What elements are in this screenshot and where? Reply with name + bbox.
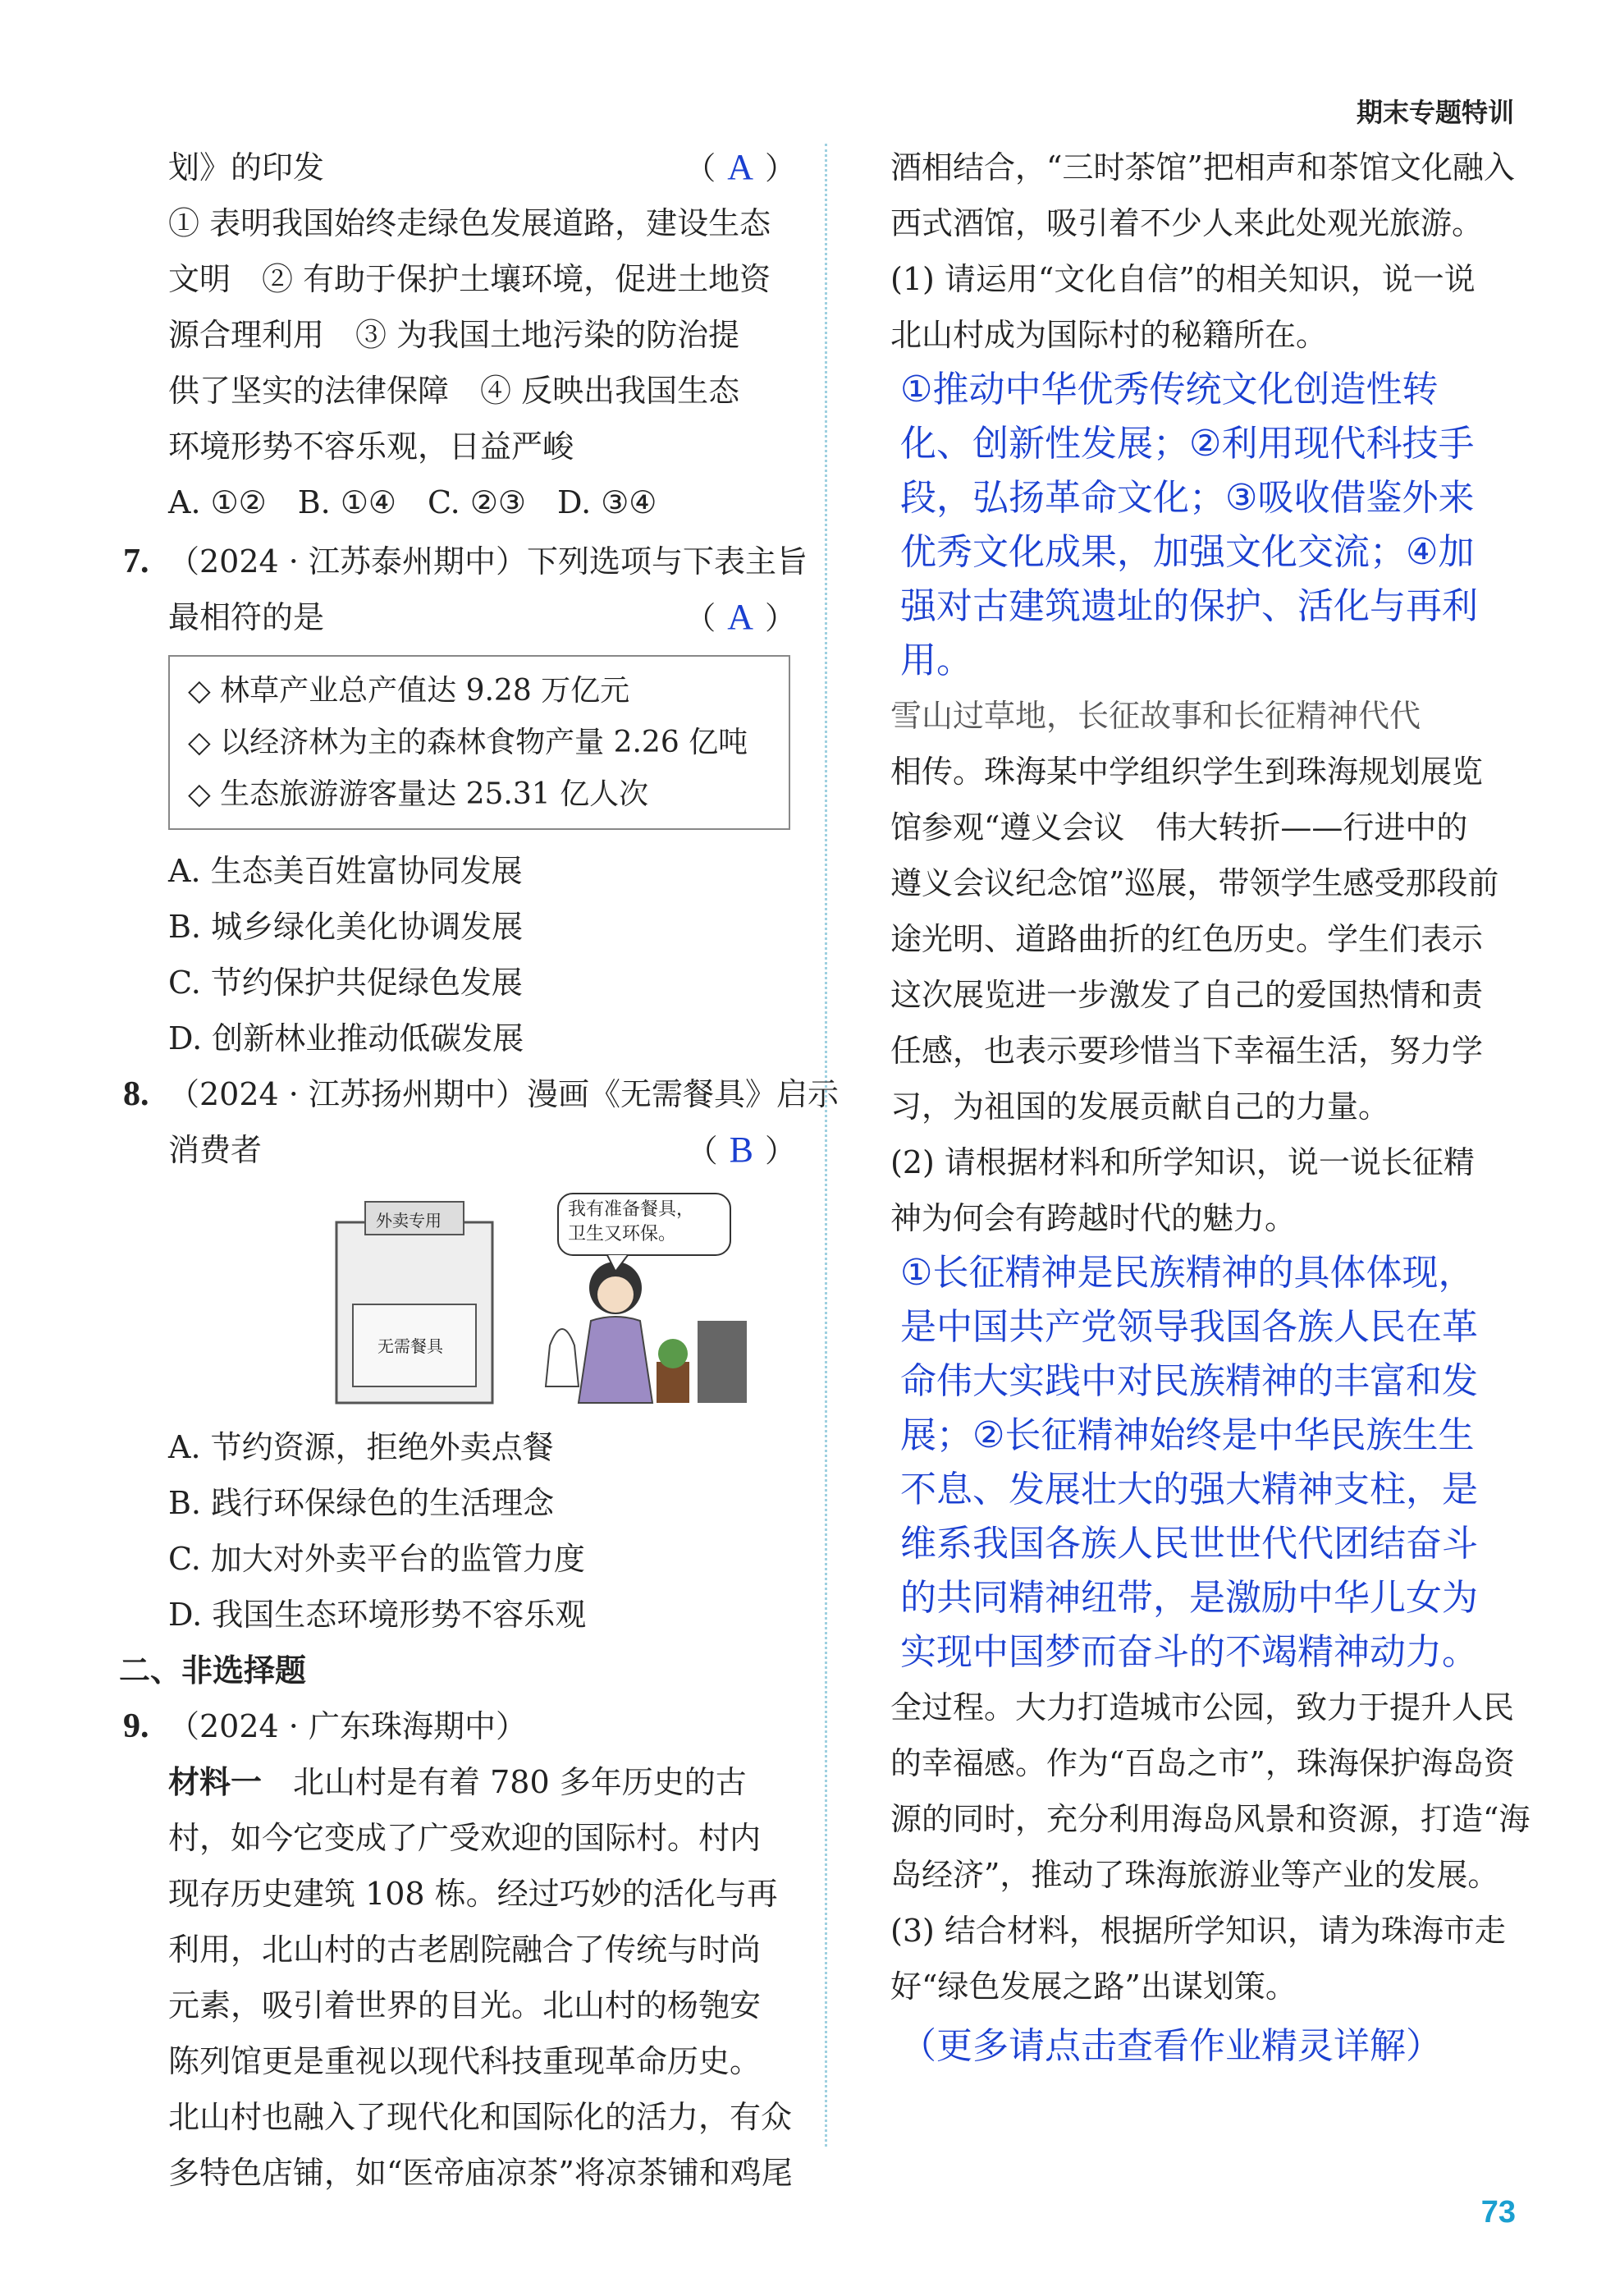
answer-2-line: 维系我国各族人民世世代代团结奋斗: [900, 1523, 1478, 1565]
q9-material-line: 多特色店铺，如“医帝庙凉茶”将凉茶铺和鸡尾: [168, 2155, 793, 2191]
material2-line: 馆参观“遵义会议 伟大转折——行进中的: [890, 809, 1468, 846]
answer-2-line: 实现中国梦而奋斗的不竭精神动力。: [900, 1631, 1478, 1673]
q8-choice: D. 我国生态环境形势不容乐观: [168, 1597, 587, 1633]
q8-choice: A. 节约资源，拒绝外卖点餐: [168, 1429, 554, 1465]
q8-answer-letter: B: [729, 1130, 753, 1170]
material2-line: 任感，也表示要珍惜当下幸福生活，努力学: [890, 1033, 1484, 1069]
q6-option-line: 源合理利用 ③ 为我国土地污染的防治提: [168, 317, 740, 353]
cartoon-speech-bubble: [568, 1198, 694, 1247]
answer-1-line: ①推动中华优秀传统文化创造性转: [900, 369, 1439, 410]
material2-line: 这次展览进一步激发了自己的爱国热情和责: [890, 977, 1484, 1013]
answer-2: [900, 1246, 1514, 1680]
q7-table-row: ◇ 生态旅游游客量达 25.31 亿人次: [188, 777, 649, 811]
q9-material-line: 陈列馆更是重视以现代科技重现革命历史。: [168, 2043, 762, 2079]
answer-2-line: 的共同精神纽带，是激励中华儿女为: [900, 1577, 1478, 1619]
answer-2-line: 命伟大实践中对民族精神的丰富和发: [900, 1360, 1478, 1402]
material3-line: 源的同时，充分利用海岛风景和资源，打造“海: [890, 1801, 1531, 1837]
material2-line: 相传。珠海某中学组织学生到珠海规划展览: [890, 754, 1484, 790]
q7-choice: A. 生态美百姓富协同发展: [168, 853, 523, 889]
q6-tail-text: 划》的印发: [168, 149, 325, 186]
q6-option-line: ① 表明我国始终走绿色发展道路，建设生态: [168, 205, 771, 241]
q7-data-table: [168, 655, 790, 830]
material1-continued: 西式酒馆，吸引着不少人来此处观光旅游。: [890, 205, 1484, 241]
q7-choice: B. 城乡绿化美化协调发展: [168, 909, 524, 945]
q8-answer: （ B ）: [686, 1130, 796, 1170]
question-1: (1) 请运用“文化自信”的相关知识，说一说: [890, 261, 1476, 297]
q6-tail-line: [123, 140, 796, 195]
cartoon-sign-top: 外卖专用: [376, 1211, 442, 1230]
q7-answer-letter: A: [727, 597, 753, 637]
question-3: 好“绿色发展之路”出谋划策。: [890, 1968, 1297, 2005]
right-column: [890, 140, 1531, 2074]
question-1: 北山村成为国际村的秘籍所在。: [890, 317, 1328, 353]
answer-1: [900, 363, 1514, 688]
question-2: 神为何会有跨越时代的魅力。: [890, 1200, 1297, 1236]
cartoon-illustration: [328, 1189, 788, 1411]
q7-choice: D. 创新林业推动低碳发展: [168, 1020, 524, 1056]
q8-stem-text2: 消费者: [168, 1132, 263, 1168]
material1-label: 材料一: [168, 1764, 263, 1800]
answer-2-line: ①长征精神是民族精神的具体体现，: [900, 1252, 1475, 1294]
answer-2-line: 是中国共产党领导我国各族人民在革: [900, 1306, 1478, 1348]
q6-answer: （ A ）: [684, 147, 796, 187]
answer-1-line: 段，弘扬革命文化；③吸收借鉴外来: [900, 477, 1475, 519]
more-details-link[interactable]: （更多请点击查看作业精灵详解）: [900, 2025, 1442, 2067]
q9-material-line: 元素，吸引着世界的目光。北山村的杨匏安: [168, 1987, 762, 2023]
q9-stem-text: （2024 · 广东珠海期中）: [168, 1708, 527, 1744]
q6-option-line: 环境形势不容乐观，日益严峻: [168, 428, 574, 465]
q7-stem-line2: [123, 589, 796, 645]
q9-material-line: [123, 1754, 796, 1810]
answer-1-line: 用。: [900, 639, 972, 681]
q6-choices: A. ①② B. ①④ C. ②③ D. ③④: [168, 484, 657, 520]
bubble-line: 我有准备餐具，: [568, 1199, 695, 1220]
q9-material-line: 现存历史建筑 108 栋。经过巧妙的活化与再: [168, 1876, 778, 1912]
q6-option-line: 供了坚实的法律保障 ④ 反映出我国生态: [168, 373, 740, 409]
material2-line: 雪山过草地，长征故事和长征精神代代: [890, 698, 1421, 734]
material2-line: 途光明、道路曲折的红色历史。学生们表示: [890, 921, 1484, 957]
material2-line: 遵义会议纪念馆”巡展，带领学生感受那段前: [890, 865, 1499, 901]
material3-line: 全过程。大力打造城市公园，致力于提升人民: [890, 1689, 1515, 1725]
q7-stem-text: （2024 · 江苏泰州期中）下列选项与下表主旨: [168, 543, 808, 580]
bubble-line: 卫生又环保。: [568, 1224, 677, 1244]
column-divider: [825, 144, 827, 2147]
q7-stem: [123, 534, 808, 589]
cartoon-sign-card: 无需餐具: [377, 1336, 443, 1356]
q8-stem-line2: [123, 1122, 796, 1178]
q9-material-line: 北山村也融入了现代化和国际化的活力，有众: [168, 2099, 793, 2135]
q7-table-row: ◇ 以经济林为主的森林食物产量 2.26 亿吨: [188, 726, 748, 759]
material2-line: 习，为祖国的发展贡献自己的力量。: [890, 1088, 1390, 1125]
q8-stem: [123, 1066, 839, 1122]
answer-1-line: 优秀文化成果，加强文化交流；④加: [900, 531, 1475, 573]
q9-material-line: 村，如今它变成了广受欢迎的国际村。村内: [168, 1820, 762, 1856]
q8-choice: B. 践行环保绿色的生活理念: [168, 1485, 555, 1521]
q6-option-line: 文明 ② 有助于保护土壤环境，促进土地资: [168, 261, 771, 297]
page-number: 73: [1480, 2195, 1516, 2230]
page-header-title: 期末专题特训: [1356, 97, 1514, 128]
material3-line: 的幸福感。作为“百岛之市”，珠海保护海岛资: [890, 1745, 1515, 1781]
q7-table-row: ◇ 林草产业总产值达 9.28 万亿元: [188, 674, 630, 708]
q9-stem: [123, 1698, 796, 1754]
q6-answer-letter: A: [727, 147, 753, 187]
q8-number: 8.: [123, 1075, 149, 1113]
answer-2-line: 展；②长征精神始终是中华民族生生: [900, 1414, 1475, 1456]
answer-1-line: 强对古建筑遗址的保护、活化与再利: [900, 585, 1478, 627]
question-3: (3) 结合材料，根据所学知识，请为珠海市走: [890, 1913, 1506, 1949]
left-column: [119, 140, 839, 2201]
answer-1-line: 化、创新性发展；②利用现代科技手: [900, 423, 1475, 465]
answer-2-line: 不息、发展壮大的强大精神支柱，是: [900, 1469, 1478, 1510]
q9-number: 9.: [123, 1707, 149, 1745]
q7-answer: （ A ）: [684, 597, 796, 637]
section-heading: 二、非选择题: [119, 1652, 307, 1689]
material1-continued: 酒相结合，“三时茶馆”把相声和茶馆文化融入: [890, 149, 1515, 186]
q7-number: 7.: [123, 543, 149, 580]
q8-stem-text: （2024 · 江苏扬州期中）漫画《无需餐具》启示: [168, 1076, 839, 1112]
q8-choice: C. 加大对外卖平台的监管力度: [168, 1541, 585, 1577]
q7-choice: C. 节约保护共促绿色发展: [168, 965, 523, 1001]
question-2: (2) 请根据材料和所学知识，说一说长征精: [890, 1144, 1475, 1180]
q9-material-line: 利用，北山村的古老剧院融合了传统与时尚: [168, 1932, 762, 1968]
q7-stem-text2: 最相符的是: [168, 599, 325, 635]
material3-line: 岛经济”，推动了珠海旅游业等产业的发展。: [890, 1857, 1499, 1893]
material1-text: 北山村是有着 780 多年历史的古: [262, 1764, 747, 1800]
